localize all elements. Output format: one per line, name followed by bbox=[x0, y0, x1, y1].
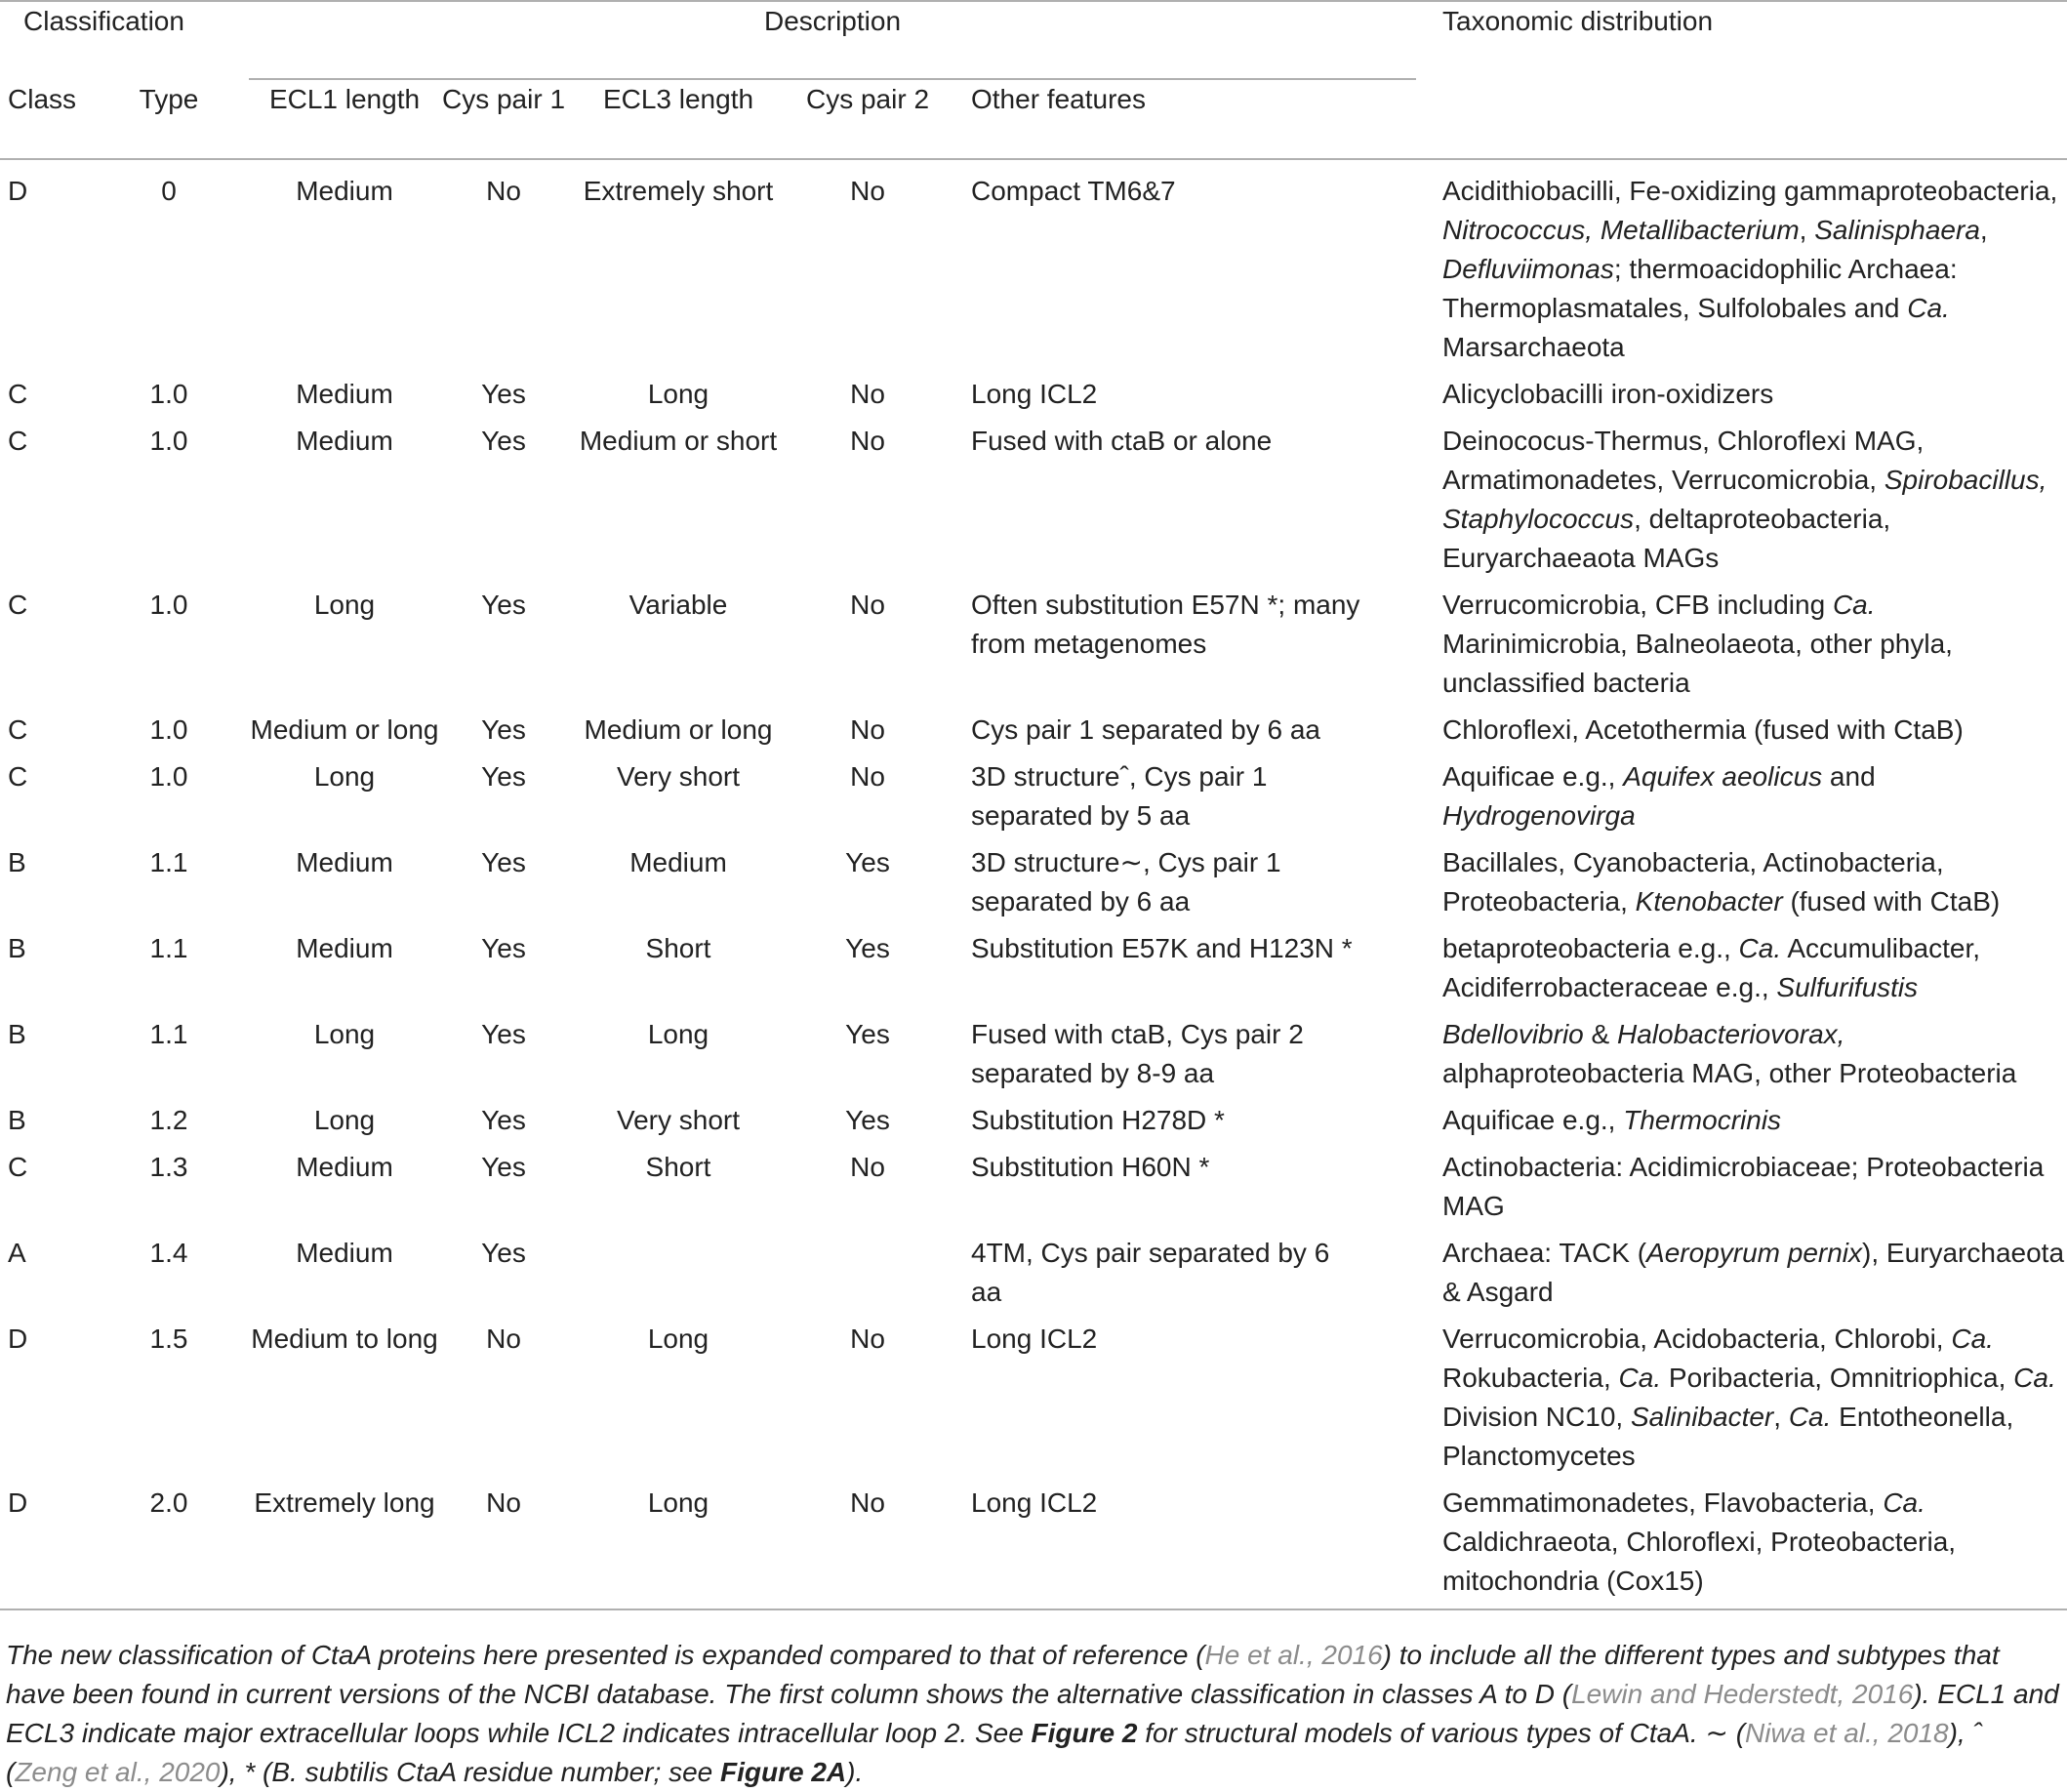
cell-taxonomic-distribution bbox=[1442, 711, 2067, 757]
caption-figure-ref: Figure 2A bbox=[720, 1757, 847, 1787]
cell-type: 0 bbox=[161, 176, 177, 206]
cell-ecl3-length: Short bbox=[645, 933, 711, 963]
cell-cys-pair-2: Yes bbox=[845, 847, 890, 877]
taxon-text: Archaea: TACK ( bbox=[1442, 1238, 1647, 1268]
table-row bbox=[0, 929, 2067, 1015]
taxon-text: Defluviimonas bbox=[1442, 254, 1614, 284]
table-row bbox=[0, 711, 2067, 757]
caption-text: ), * (B. subtilis CtaA residue number; see bbox=[220, 1757, 720, 1787]
table-caption bbox=[6, 1636, 2059, 1792]
taxon-text: , bbox=[1799, 215, 1815, 245]
cell-ecl1-length: Medium to long bbox=[251, 1324, 438, 1354]
taxon-text: Caldichraeota, Chloroflexi, Proteobacteria, mitochondria (Cox15) bbox=[1442, 1527, 1957, 1596]
taxon-text: Thermocrinis bbox=[1623, 1105, 1782, 1135]
cell-type: 1.1 bbox=[149, 1019, 188, 1049]
cell-ecl3-length: Medium bbox=[629, 847, 727, 877]
caption-text: The new classification of CtaA proteins here presented is expanded compared to that of reference ( bbox=[6, 1640, 1205, 1670]
table-row bbox=[0, 172, 2067, 375]
header-other-features: Other features bbox=[971, 84, 1146, 114]
taxon-text: betaproteobacteria e.g., bbox=[1442, 933, 1739, 963]
cell-ecl1-length: Medium bbox=[296, 847, 393, 877]
cell-cys-pair-2: No bbox=[850, 761, 885, 792]
taxon-text: Hydrogenovirga bbox=[1442, 800, 1636, 831]
taxon-text: Ca. bbox=[1832, 590, 1876, 620]
cell-taxonomic-distribution bbox=[1442, 843, 2067, 929]
taxon-text: Accumulibacter, Acidiferrobacteraceae e.g., bbox=[1442, 933, 1980, 1002]
cell-taxonomic-distribution bbox=[1442, 1015, 2067, 1101]
table-row bbox=[0, 1320, 2067, 1484]
cell-cys-pair-1: No bbox=[486, 1487, 521, 1518]
cell-ecl1-length: Medium bbox=[296, 176, 393, 206]
caption-figure-ref: Figure 2 bbox=[1031, 1718, 1138, 1748]
caption-reference: Lewin and Hederstedt, 2016 bbox=[1571, 1679, 1914, 1709]
cell-type: 1.1 bbox=[149, 933, 188, 963]
cell-cys-pair-1: Yes bbox=[481, 1152, 526, 1182]
taxon-text: Entotheonella, Planctomycetes bbox=[1442, 1402, 2014, 1471]
cell-taxonomic-distribution bbox=[1442, 1320, 2067, 1484]
taxon-text: Poribacteria, Omnitriophica, bbox=[1661, 1363, 2014, 1393]
cell-cys-pair-1: Yes bbox=[481, 590, 526, 620]
cell-cys-pair-1: Yes bbox=[481, 1019, 526, 1049]
taxon-text: Rokubacteria, bbox=[1442, 1363, 1619, 1393]
taxon-text: Halobacteriovorax, bbox=[1616, 1019, 1845, 1049]
taxon-text: Aquifex aeolicus bbox=[1623, 761, 1823, 792]
cell-cys-pair-2: No bbox=[850, 176, 885, 206]
taxon-text: Salinisphaera bbox=[1814, 215, 1980, 245]
cell-cys-pair-1: Yes bbox=[481, 1105, 526, 1135]
cell-ecl3-length: Very short bbox=[616, 1105, 741, 1135]
taxon-text: , deltaproteobacteria, Euryarchaeaota MAGs bbox=[1442, 504, 1891, 573]
taxon-text: , bbox=[1773, 1402, 1789, 1432]
cell-ecl3-length: Medium or long bbox=[584, 714, 773, 745]
cell-taxonomic-distribution bbox=[1442, 1148, 2067, 1234]
cell-class: B bbox=[8, 1019, 26, 1049]
cell-cys-pair-2: Yes bbox=[845, 1019, 890, 1049]
cell-class: C bbox=[8, 1152, 28, 1182]
cell-ecl1-length: Medium bbox=[296, 426, 393, 456]
cell-ecl1-length: Medium bbox=[296, 1152, 393, 1182]
taxon-text: Bdellovibrio bbox=[1442, 1019, 1584, 1049]
cell-ecl3-length: Very short bbox=[616, 761, 741, 792]
cell-ecl3-length: Medium or short bbox=[579, 426, 778, 456]
taxon-text: Deinococus-Thermus, Chloroflexi MAG, Armatimonadetes, Verrucomicrobia, bbox=[1442, 426, 1925, 495]
cell-ecl3-length bbox=[567, 1234, 790, 1320]
cell-ecl1-length: Long bbox=[313, 1105, 376, 1135]
cell-other-features: Long ICL2 bbox=[971, 1487, 1098, 1518]
table-row bbox=[0, 1015, 2067, 1101]
taxon-text: alphaproteobacteria MAG, other Proteobacteria bbox=[1442, 1058, 2017, 1088]
cell-taxonomic-distribution bbox=[1442, 172, 2067, 375]
header-description: Description bbox=[249, 2, 1416, 80]
cell-ecl1-length: Medium bbox=[296, 1238, 393, 1268]
table-row bbox=[0, 422, 2067, 586]
cell-other-features: Substitution H60N * bbox=[971, 1152, 1210, 1182]
taxon-text: Ca. bbox=[1618, 1363, 1662, 1393]
taxon-text: Division NC10, bbox=[1442, 1402, 1631, 1432]
cell-class: A bbox=[8, 1238, 26, 1268]
cell-taxonomic-distribution bbox=[1442, 1234, 2067, 1320]
taxon-text: Chloroflexi, Acetothermia (fused with CtaB) bbox=[1442, 714, 1964, 745]
header-cys-pair-2: Cys pair 2 bbox=[805, 84, 930, 114]
taxon-text: ; thermoacidophilic Archaea: Thermoplasmatales, Sulfolobales and bbox=[1442, 254, 1958, 323]
cell-cys-pair-1: Yes bbox=[481, 426, 526, 456]
cell-cys-pair-2: No bbox=[850, 1152, 885, 1182]
cell-ecl1-length: Medium bbox=[296, 379, 393, 409]
cell-class: B bbox=[8, 847, 26, 877]
cell-ecl3-length: Long bbox=[647, 1019, 709, 1049]
cell-ecl3-length: Long bbox=[647, 1487, 709, 1518]
cell-type: 1.4 bbox=[149, 1238, 188, 1268]
taxon-text: and bbox=[1822, 761, 1876, 792]
header-type: Type bbox=[139, 84, 199, 114]
taxon-text: Ca. bbox=[1788, 1402, 1832, 1432]
cell-cys-pair-2: No bbox=[850, 714, 885, 745]
cell-type: 1.0 bbox=[149, 426, 188, 456]
taxon-text: Acidithiobacilli, Fe-oxidizing gammaproteobacteria, bbox=[1442, 176, 2058, 206]
taxon-text: Salinibacter bbox=[1630, 1402, 1774, 1432]
taxon-text: Ca. bbox=[1883, 1487, 1925, 1518]
cell-cys-pair-2: No bbox=[850, 1487, 885, 1518]
cell-cys-pair-1: Yes bbox=[481, 379, 526, 409]
cell-cys-pair-1: No bbox=[486, 176, 521, 206]
taxon-text: Ca. bbox=[1907, 293, 1950, 323]
cell-class: C bbox=[8, 714, 28, 745]
cell-other-features: 3D structure∼, Cys pair 1 separated by 6 aa bbox=[971, 847, 1281, 916]
table-row bbox=[0, 1101, 2067, 1148]
taxon-text: Aquificae e.g., bbox=[1442, 1105, 1624, 1135]
cell-other-features: Long ICL2 bbox=[971, 379, 1098, 409]
cell-ecl1-length: Medium bbox=[296, 933, 393, 963]
cell-taxonomic-distribution bbox=[1442, 929, 2067, 1015]
cell-cys-pair-2: No bbox=[850, 1324, 885, 1354]
caption-text: ). bbox=[846, 1757, 864, 1787]
taxon-text: Spirobacillus, Staphylococcus bbox=[1442, 465, 2047, 534]
taxon-text: Actinobacteria: Acidimicrobiaceae; Proteobacteria MAG bbox=[1442, 1152, 2045, 1221]
cell-cys-pair-1: Yes bbox=[481, 1238, 526, 1268]
cell-class: D bbox=[8, 1487, 28, 1518]
taxon-text: Verrucomicrobia, CFB including bbox=[1442, 590, 1833, 620]
table-body bbox=[0, 172, 2067, 1609]
cell-other-features: Cys pair 1 separated by 6 aa bbox=[971, 714, 1320, 745]
caption-text: ) to include all the different types and subtypes that have been found in current versions of the NCBI database. The first column shows the alternative classification in classes A to D ( bbox=[6, 1640, 2000, 1709]
cell-taxonomic-distribution bbox=[1442, 375, 2067, 422]
cell-taxonomic-distribution bbox=[1442, 422, 2067, 586]
cell-type: 1.2 bbox=[149, 1105, 188, 1135]
taxon-text: Ktenobacter bbox=[1635, 886, 1783, 916]
cell-other-features: Fused with ctaB or alone bbox=[971, 426, 1273, 456]
cell-other-features: 3D structureˆ, Cys pair 1 separated by 5 aa bbox=[971, 761, 1268, 831]
taxon-text: & bbox=[1583, 1019, 1617, 1049]
cell-class: C bbox=[8, 426, 28, 456]
caption-reference: He et al., 2016 bbox=[1204, 1640, 1383, 1670]
cell-cys-pair-2: Yes bbox=[845, 933, 890, 963]
cell-cys-pair-2: No bbox=[850, 590, 885, 620]
cell-ecl3-length: Long bbox=[647, 1324, 709, 1354]
cell-cys-pair-1: Yes bbox=[481, 761, 526, 792]
cell-class: C bbox=[8, 379, 28, 409]
cell-cys-pair-1: No bbox=[486, 1324, 521, 1354]
taxon-text: Aeropyrum pernix bbox=[1646, 1238, 1863, 1268]
table-row bbox=[0, 1484, 2067, 1609]
cell-taxonomic-distribution bbox=[1442, 586, 2067, 711]
cell-class: B bbox=[8, 933, 26, 963]
taxon-text: Aquificae e.g., bbox=[1442, 761, 1624, 792]
cell-type: 1.5 bbox=[149, 1324, 188, 1354]
cell-ecl3-length: Variable bbox=[628, 590, 728, 620]
taxon-text: Marsarchaeota bbox=[1442, 332, 1625, 362]
table-row bbox=[0, 757, 2067, 843]
cell-ecl1-length: Long bbox=[313, 761, 376, 792]
header-ecl1-length: ECL1 length bbox=[268, 84, 421, 114]
cell-cys-pair-2 bbox=[790, 1234, 946, 1320]
caption-text: for structural models of various types of CtaA. ∼ ( bbox=[1137, 1718, 1746, 1748]
cell-other-features: Substitution E57K and H123N * bbox=[971, 933, 1353, 963]
cell-ecl3-length: Extremely short bbox=[583, 176, 774, 206]
table-row bbox=[0, 843, 2067, 929]
cell-class: D bbox=[8, 1324, 28, 1354]
taxon-text: Sulfurifustis bbox=[1776, 972, 1919, 1002]
cell-ecl3-length: Long bbox=[647, 379, 709, 409]
cell-ecl1-length: Long bbox=[313, 1019, 376, 1049]
cell-other-features: Substitution H278D * bbox=[971, 1105, 1225, 1135]
table-row bbox=[0, 1234, 2067, 1320]
cell-ecl1-length: Extremely long bbox=[254, 1487, 435, 1518]
cell-type: 1.0 bbox=[149, 714, 188, 745]
taxon-text: Marinimicrobia, Balneolaeota, other phyla, unclassified bacteria bbox=[1442, 629, 1953, 698]
header-ecl3-length: ECL3 length bbox=[602, 84, 754, 114]
cell-other-features: Fused with ctaB, Cys pair 2 separated by 8-9 aa bbox=[971, 1019, 1304, 1088]
taxon-text: Bacillales, Cyanobacteria, Actinobacteria, Proteobacteria, bbox=[1442, 847, 1944, 916]
cell-cys-pair-1: Yes bbox=[481, 933, 526, 963]
cell-class: C bbox=[8, 590, 28, 620]
cell-class: C bbox=[8, 761, 28, 792]
taxon-text: , bbox=[1979, 215, 1988, 245]
caption-text: ). ECL1 and ECL3 indicate major extracellular loops while ICL2 indicates intracellular loop 2. See bbox=[6, 1679, 2059, 1748]
cell-other-features: Compact TM6&7 bbox=[971, 176, 1176, 206]
cell-cys-pair-2: Yes bbox=[845, 1105, 890, 1135]
cell-type: 1.0 bbox=[149, 590, 188, 620]
cell-taxonomic-distribution bbox=[1442, 1101, 2067, 1148]
cell-other-features: Often substitution E57N *; many from metagenomes bbox=[971, 590, 1360, 659]
taxon-text: Gemmatimonadetes, Flavobacteria, bbox=[1442, 1487, 1884, 1518]
cell-other-features: 4TM, Cys pair separated by 6 aa bbox=[971, 1238, 1330, 1307]
taxon-text: Ca. bbox=[1951, 1324, 1994, 1354]
cell-type: 1.1 bbox=[149, 847, 188, 877]
table-row bbox=[0, 1148, 2067, 1234]
table-row bbox=[0, 586, 2067, 711]
cell-cys-pair-1: Yes bbox=[481, 847, 526, 877]
cell-other-features: Long ICL2 bbox=[971, 1324, 1098, 1354]
cell-ecl3-length: Short bbox=[645, 1152, 711, 1182]
cell-ecl1-length: Medium or long bbox=[250, 714, 439, 745]
taxon-text: Verrucomicrobia, Acidobacteria, Chlorobi, bbox=[1442, 1324, 1952, 1354]
cell-class: B bbox=[8, 1105, 26, 1135]
cell-cys-pair-2: No bbox=[850, 426, 885, 456]
cell-taxonomic-distribution bbox=[1442, 1484, 2067, 1609]
cell-class: D bbox=[8, 176, 28, 206]
table-row bbox=[0, 375, 2067, 422]
taxon-text: ), Euryarchaeota & Asgard bbox=[1442, 1238, 2065, 1307]
header-class: Class bbox=[8, 84, 77, 114]
caption-reference: Zeng et al., 2020 bbox=[15, 1757, 221, 1787]
taxon-text: Ca. bbox=[2013, 1363, 2056, 1393]
cell-taxonomic-distribution bbox=[1442, 757, 2067, 843]
caption-text: ), ˆ ( bbox=[6, 1718, 1982, 1787]
caption-reference: Niwa et al., 2018 bbox=[1745, 1718, 1949, 1748]
cell-ecl1-length: Long bbox=[313, 590, 376, 620]
cell-cys-pair-1: Yes bbox=[481, 714, 526, 745]
header-taxonomic-distribution: Taxonomic distribution bbox=[1442, 6, 1714, 36]
header-classification: Classification bbox=[23, 6, 184, 36]
cell-type: 2.0 bbox=[149, 1487, 188, 1518]
cell-type: 1.0 bbox=[149, 761, 188, 792]
cell-cys-pair-2: No bbox=[850, 379, 885, 409]
cell-type: 1.3 bbox=[149, 1152, 188, 1182]
header-cys-pair-1: Cys pair 1 bbox=[441, 84, 566, 114]
cell-type: 1.0 bbox=[149, 379, 188, 409]
taxon-text: (fused with CtaB) bbox=[1782, 886, 2001, 916]
taxon-text: Ca. bbox=[1738, 933, 1782, 963]
taxon-text: Nitrococcus, Metallibacterium bbox=[1442, 215, 1800, 245]
taxon-text: Alicyclobacilli iron-oxidizers bbox=[1442, 379, 1774, 409]
